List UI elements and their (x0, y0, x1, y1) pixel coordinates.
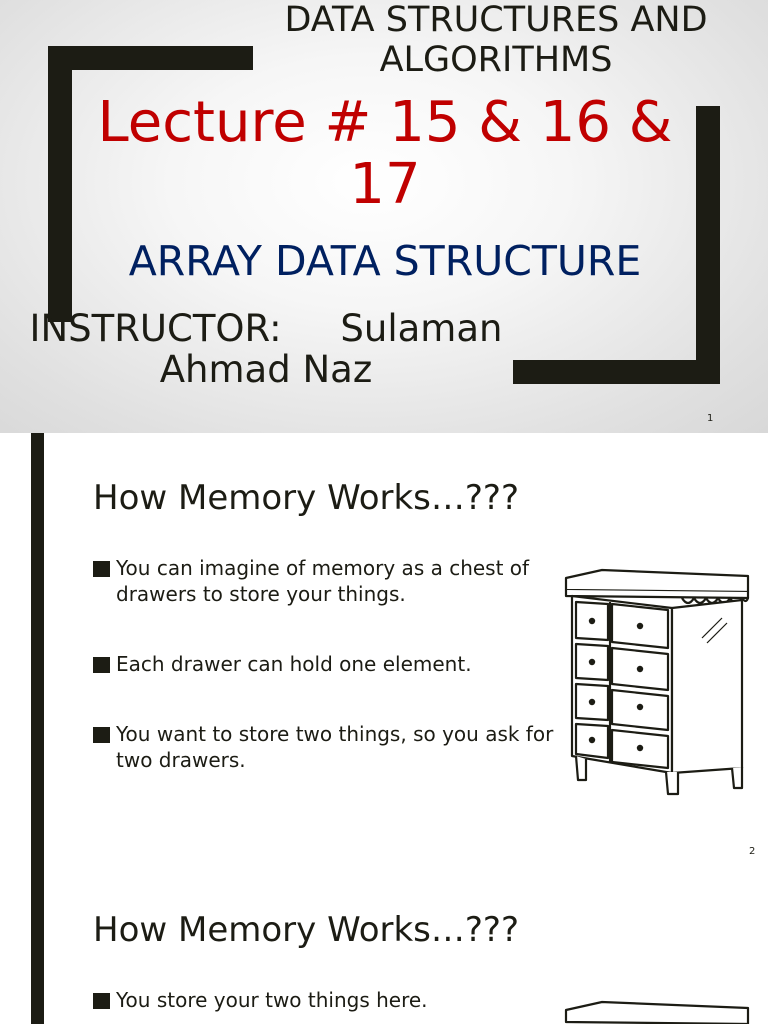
course-title-line-2: ALGORITHMS (379, 40, 613, 80)
lecture-number (60, 92, 710, 216)
title-slide (0, 0, 768, 433)
chest-of-drawers-illustration (562, 568, 752, 798)
bullet-text: Each drawer can hold one element. (116, 652, 472, 676)
square-bullet-icon (93, 561, 110, 577)
lecture-number-line-1: Lecture # 15 & 16 & (97, 90, 673, 155)
square-bullet-icon (93, 993, 110, 1009)
lecture-number-line-2: 17 (349, 152, 421, 217)
lecture-topic: ARRAY DATA STRUCTURE (128, 237, 642, 285)
memory-slide-2 (0, 866, 768, 1024)
bullet-list (93, 987, 563, 1013)
course-title (246, 0, 746, 80)
course-title-line-1: DATA STRUCTURES AND (284, 0, 708, 40)
bullet-item (93, 555, 563, 607)
chest-of-drawers-illustration (562, 1000, 752, 1024)
page-number: 2 (749, 846, 756, 857)
bullet-text: You want to store two things, so you ask for two drawers. (116, 722, 554, 772)
slide-title: How Memory Works…??? (93, 910, 520, 950)
instructor-line-1: INSTRUCTOR: Sulaman (29, 307, 503, 350)
bracket-top-left-horizontal (48, 46, 253, 70)
page-number: 1 (707, 413, 714, 424)
memory-slide-1 (0, 433, 768, 866)
bullet-item (93, 721, 563, 773)
square-bullet-icon (93, 727, 110, 743)
bracket-bottom-right-horizontal (513, 360, 720, 384)
bullet-list (93, 555, 563, 773)
square-bullet-icon (93, 657, 110, 673)
instructor-name (10, 308, 522, 390)
bullet-item (93, 987, 563, 1013)
slide-title: How Memory Works…??? (93, 478, 520, 518)
bullet-item (93, 651, 563, 677)
accent-bar (31, 433, 44, 866)
instructor-line-2: Ahmad Naz (159, 348, 373, 391)
accent-bar (31, 866, 44, 1024)
bullet-text: You store your two things here. (116, 988, 428, 1012)
bullet-text: You can imagine of memory as a chest of drawers to store your things. (116, 556, 530, 606)
